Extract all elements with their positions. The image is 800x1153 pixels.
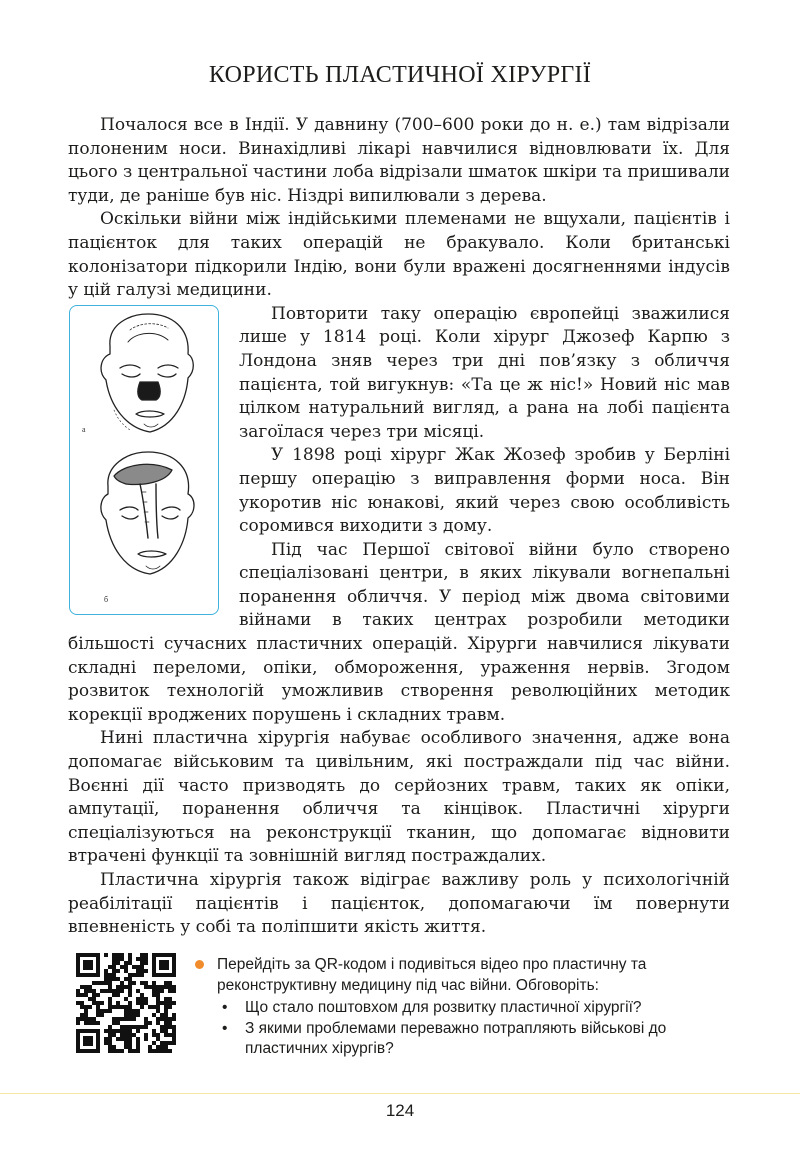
orange-bullet-icon bbox=[195, 960, 204, 969]
paragraph-2: Оскільки війни між індійськими племенами не вщухали, пацієнтів і пацієнток для таких операцій не бракувало. Коли британські колонізатори підкорили Індію, вони були вражені досягненнями індусів у цій галузі медицини. bbox=[68, 209, 730, 301]
page-title: КОРИСТЬ ПЛАСТИЧНОЇ ХІРУРГІЇ bbox=[208, 62, 592, 88]
qr-code-icon[interactable] bbox=[74, 951, 178, 1055]
article-body bbox=[68, 114, 730, 940]
question-item: • Що стало поштовхом для розвитку пластичної хірургії? bbox=[217, 998, 735, 1019]
activity-block bbox=[195, 955, 735, 1060]
figure-label-b: б bbox=[104, 594, 109, 604]
page-number: 124 bbox=[385, 1101, 415, 1120]
paragraph-3: Повторити таку операцію європейці зважилися лише у 1814 році. Коли хірург Джозеф Карпю з Лондона зняв через три дні пов’язку з обличчя пацієнта, той вигукнув: «Та це ж ніс!» Новий ніс мав цілком натуральний вигляд, а рана на лобі пацієнта загоїлася через три місяці. bbox=[239, 303, 730, 442]
question-item: • З якими проблемами переважно потрапляють військові до пластичних хірургів? bbox=[217, 1019, 735, 1060]
footer-divider bbox=[0, 1093, 800, 1094]
paragraph-7: Пластична хірургія також відіграє важливу роль у психологічній реабілітації пацієнтів і пацієнток, допомагаючи їм повернути впевненість у собі та поліпшити якість життя. bbox=[68, 870, 730, 938]
paragraph-5: Під час Першої світової війни було створено спеціалізовані центри, в яких лікували вогнепальні поранення обличчя. У період між двома світовими війнами в таких центрах розробили методики більшості сучасних пластичних операцій. Хірурги навчилися лікувати складні переломи, опіки, обмороження, ураження нервів. Згодом розвиток технологій уможливив створення революційних методик корекції вроджених порушень і складних травм. bbox=[68, 539, 730, 725]
activity-instruction: Перейдіть за QR-кодом і подивіться відео про пластичну та реконструктивну медицину під час війни. Обговоріть: bbox=[217, 956, 647, 994]
paragraph-1: Почалося все в Індії. У давнину (700–600 роки до н. е.) там відрізали полоненим носи. Винахідливі лікарі навчилися відновлювати їх. Для цього з центральної частини лоба відрізали шматок шкіри та пришивали туди, де раніше був ніс. Ніздрі випилювали з дерева. bbox=[68, 115, 730, 206]
face-surgery-illustration bbox=[69, 305, 219, 615]
paragraph-4: У 1898 році хірург Жак Жозеф зробив у Берліні першу операцію з виправлення форми носа. Він укоротив ніс юнакові, який через свою особливість соромився виходити з дому. bbox=[239, 445, 730, 537]
face-b-drawing bbox=[101, 452, 194, 574]
discussion-questions bbox=[217, 998, 735, 1060]
face-a-drawing bbox=[101, 314, 193, 432]
paragraph-6: Нині пластична хірургія набуває особливого значення, адже вона допомагає військовим та цивільним, які постраждали під час війни. Воєнні дії часто призводять до серйозних травм, таких як опіки, ампутації, поранення обличчя та кінцівок. Пластичні хірурги спеціалізуються на реконструкції тканин, що допомагає відновити втрачені функції та зовнішній вигляд постраждалих. bbox=[68, 728, 730, 867]
figure-label-a: а bbox=[82, 424, 86, 434]
